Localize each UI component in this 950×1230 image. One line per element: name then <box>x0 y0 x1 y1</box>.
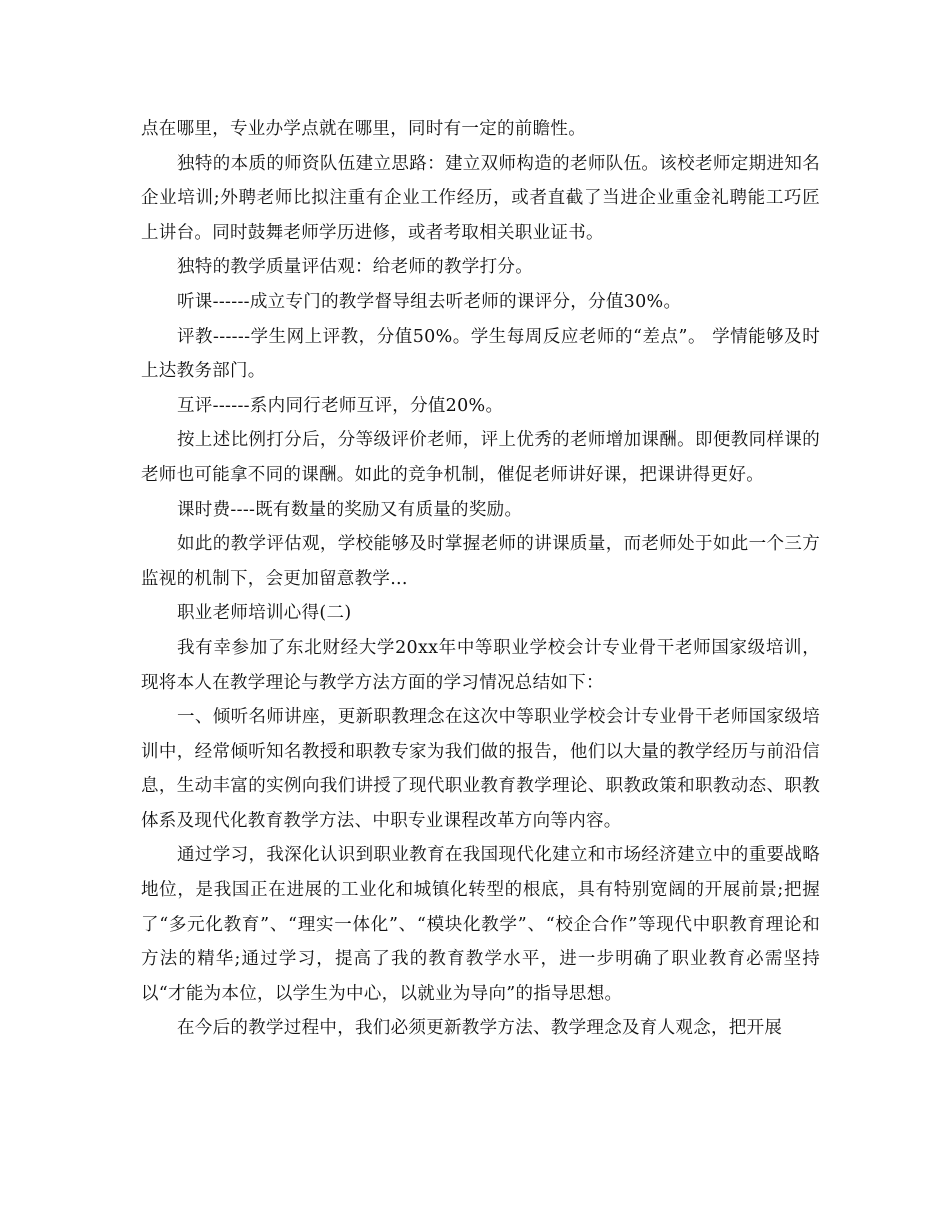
paragraph-6: 互评------系内同行老师互评，分值20%。 <box>177 395 504 416</box>
paragraph-4: 听课------成立专门的教学督导组去听老师的课评分，分值30%。 <box>177 291 682 312</box>
paragraph-12: 一、倾听名师讲座，更新职教理念在这次中等职业学校会计专业骨干老师国家级培训中，经常倾听知名教授和职教专家为我们做的报告，他们以大量的教学经历与前沿信息，生动丰富的实例向我们讲授了现代职业教育教学理论、职教政策和职教动态、职教体系及现代化教育教学方法、中职专业课程改革方向等内容。 <box>141 707 820 831</box>
document-body <box>141 112 820 1046</box>
paragraph-11: 我有幸参加了东北财经大学20xx年中等职业学校会计专业骨干老师国家级培训，现将本人在教学理论与教学方法方面的学习情况总结如下： <box>141 637 820 693</box>
paragraph-2: 独特的本质的师资队伍建立思路：建立双师构造的老师队伍。该校老师定期进知名企业培训;外聘老师比拟注重有企业工作经历，或者直截了当进企业重金礼聘能工巧匠上讲台。同时鼓舞老师学历进修，或者考取相关职业证书。 <box>141 153 820 243</box>
paragraph-9: 如此的教学评估观，学校能够及时掌握老师的讲课质量，而老师处于如此一个三方监视的机制下，会更加留意教学... <box>141 534 820 589</box>
paragraph-5: 评教------学生网上评教，分值50%。学生每周反应老师的“差点”。 学情能够及时上达教务部门。 <box>141 326 820 382</box>
paragraph-8: 课时费----既有数量的奖励又有质量的奖励。 <box>177 499 523 520</box>
paragraph-1: 点在哪里，专业办学点就在哪里，同时有一定的前瞻性。 <box>141 119 586 139</box>
paragraph-3: 独特的教学质量评估观：给老师的教学打分。 <box>177 257 533 278</box>
paragraph-14: 在今后的教学过程中，我们必须更新教学方法、教学理念及育人观念，把开展 <box>177 1018 783 1039</box>
paragraph-13: 通过学习，我深化认识到职业教育在我国现代化建立和市场经济建立中的重要战略地位，是我国正在进展的工业化和城镇化转型的根底，具有特别宽阔的开展前景;把握了“多元化教育”、“理实一体化”、“模块化教学”、“校企合作”等现代中职教育理论和方法的精华;通过学习，提高了我的教育教学水平，进一步明确了职业教育必需坚持以“才能为本位，以学生为中心，以就业为导向”的指导思想。 <box>141 845 820 1004</box>
paragraph-7: 按上述比例打分后，分等级评价老师，评上优秀的老师增加课酬。即便教同样课的老师也可能拿不同的课酬。如此的竞争机制，催促老师讲好课，把课讲得更好。 <box>141 430 820 485</box>
section-heading: 职业老师培训心得(二) <box>177 603 352 624</box>
